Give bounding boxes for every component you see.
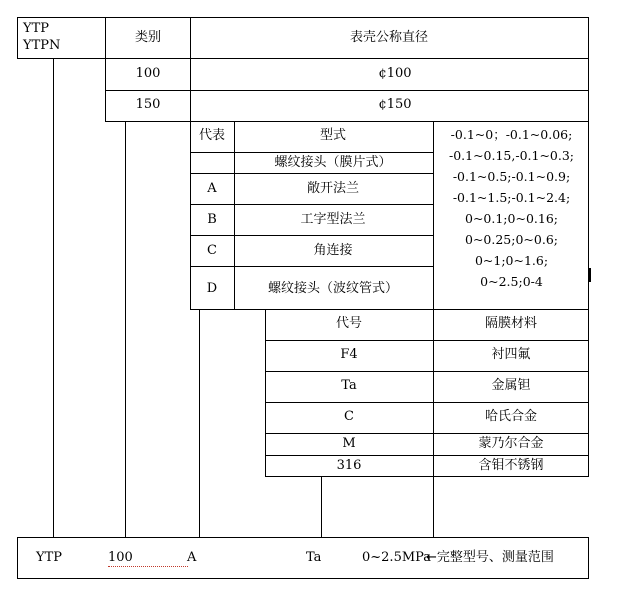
connection-type-b: 工字型法兰 <box>300 212 366 227</box>
material-code-316: 316 <box>336 458 362 473</box>
range-line: 0~1;0~1.6; <box>474 253 549 268</box>
category-header: 类别 <box>134 30 162 45</box>
connection-type-c: 角连接 <box>313 243 353 258</box>
range-line: -0.1~0.15,-0.1~0.3; <box>448 148 575 163</box>
connection-code-c: C <box>207 243 217 258</box>
connection-code-b: B <box>207 212 217 227</box>
example-connection: A <box>187 550 197 565</box>
range-line: -0.1~0.5;-0.1~0.9; <box>452 169 571 184</box>
range-line: -0.1~1.5;-0.1~2.4; <box>452 190 571 205</box>
connection-code-header: 代表 <box>198 128 226 143</box>
example-category: 100 <box>108 550 188 567</box>
range-line: 0~0.25;0~0.6; <box>465 232 558 247</box>
material-name-header: 隔膜材料 <box>484 316 538 331</box>
measurement-range-list <box>434 124 589 292</box>
example-material: Ta <box>306 550 322 565</box>
example-range: 0~2.5MPa <box>362 550 432 565</box>
material-name-c: 哈氏合金 <box>484 409 538 424</box>
connection-code-d: D <box>206 281 218 296</box>
material-name-m: 蒙乃尔合金 <box>478 436 544 451</box>
material-name-ta: 金属钽 <box>491 378 531 393</box>
material-name-316: 含钼不锈钢 <box>478 458 544 473</box>
connection-type-header: 型式 <box>319 128 347 143</box>
range-line: 0~0.1;0~0.16; <box>465 211 558 226</box>
material-code-f4: F4 <box>340 347 358 362</box>
range-line: 0~2.5;0-4 <box>480 274 543 289</box>
connection-type-d: 螺纹接头（波纹管式） <box>267 281 399 296</box>
material-code-header: 代号 <box>335 316 363 331</box>
connection-type-a: 敞开法兰 <box>306 181 360 196</box>
material-code-ta: Ta <box>341 378 357 393</box>
connection-code-a: A <box>207 181 217 196</box>
diameter-value-150: ¢150 <box>378 97 412 112</box>
material-code-m: M <box>342 436 356 451</box>
range-line: -0.1~0；-0.1~0.06; <box>450 127 573 142</box>
diameter-header: 表壳公称直径 <box>349 30 429 45</box>
category-code-100: 100 <box>135 66 161 81</box>
material-name-f4: 衬四氟 <box>491 347 531 362</box>
example-note: ←完整型号、测量范围 <box>426 550 554 565</box>
material-code-c: C <box>344 409 354 424</box>
example-model: YTP <box>36 550 62 565</box>
category-code-150: 150 <box>135 97 161 112</box>
model-series-label-alt: YTPN <box>23 38 61 53</box>
diameter-value-100: ¢100 <box>378 66 412 81</box>
model-series-label: YTP <box>23 21 49 36</box>
connection-default-type: 螺纹接头（膜片式） <box>274 155 392 170</box>
